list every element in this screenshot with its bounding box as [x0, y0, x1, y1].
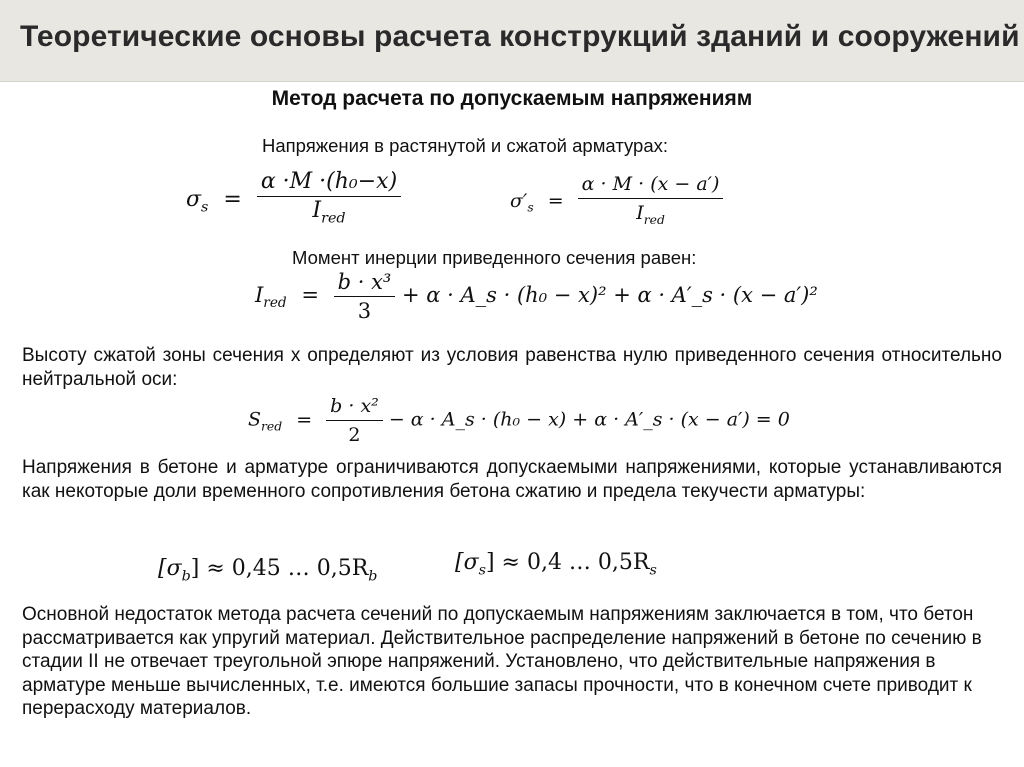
formula-sigma-s — [186, 168, 401, 232]
sigma-s-prime-numerator: α · M · (x − a′) — [578, 170, 724, 199]
sigma-s-allow-sub: s — [478, 562, 486, 579]
sigma-s-lhs: σ — [186, 187, 202, 213]
sigma-s-allow-symbol: [σ — [455, 550, 479, 575]
sigma-s-prime-den-symbol: I — [636, 202, 644, 224]
sigma-s-prime-lhs-sub: s — [527, 200, 534, 215]
s-red-numerator: b · x² — [326, 392, 383, 421]
sigma-s-fraction — [257, 168, 401, 232]
sigma-s-prime-mark: ′ — [522, 189, 528, 212]
reinforcement-stress-caption: Напряжения в растянутой и сжатой арматурах: — [262, 135, 669, 156]
sigma-b-allow-rb-sub: b — [368, 568, 378, 585]
i-red-denominator: 3 — [357, 299, 372, 323]
sigma-s-eq: = — [223, 187, 242, 213]
stress-limits-paragraph: Напряжения в бетоне и арматуре ограничиваются допускаемыми напряжениями, которые устанавливаются как некоторые доли временного сопротивления бетона сжатию и предела текучести арматуры: — [22, 457, 1002, 502]
slide-title: Теоретические основы расчета конструкций зданий и сооружений — [20, 20, 1020, 53]
compressed-zone-paragraph: Высоту сжатой зоны сечения x определяют из условия равенства нулю приведенного сечения относительно нейтральной оси: — [22, 345, 1002, 390]
i-red-lhs-sub: red — [263, 295, 287, 312]
sigma-s-prime-lhs: σ — [510, 189, 523, 212]
sigma-s-prime-denominator — [578, 199, 724, 234]
s-red-lhs-sub: red — [261, 419, 283, 434]
s-red-terms: − α · A_s · (h₀ − x) + α · A′_s · (x − a′) = 0 — [388, 408, 790, 431]
sigma-s-den-sub: red — [321, 210, 346, 227]
sigma-b-allow-symbol: [σ — [158, 556, 182, 581]
i-red-terms: + α · A_s · (h₀ − x)² + α · A′_s · (x − a′)² — [402, 283, 818, 307]
formula-sigma-s-prime — [510, 170, 723, 234]
sigma-s-prime-den-sub: red — [643, 212, 665, 227]
slide-header — [0, 0, 1024, 82]
s-red-lhs: S — [248, 408, 262, 431]
section-subtitle: Метод расчета по допускаемым напряжениям — [271, 87, 753, 110]
sigma-s-allow-rs-sub: s — [649, 562, 657, 579]
formula-i-red — [255, 268, 818, 325]
s-red-eq: = — [296, 408, 313, 431]
sigma-s-prime-eq: = — [547, 189, 564, 212]
s-red-fraction — [326, 392, 383, 449]
sigma-b-allow-value: ] ≈ 0,45 … 0,5R — [190, 556, 369, 581]
sigma-s-den-symbol: I — [312, 198, 322, 223]
i-red-lhs: I — [255, 283, 264, 307]
sigma-s-denominator — [257, 197, 401, 232]
s-red-denominator: 2 — [348, 424, 361, 446]
i-red-fraction — [334, 268, 396, 325]
sigma-b-allow-sub: b — [181, 568, 191, 585]
i-red-numerator: b · x³ — [334, 268, 396, 297]
sigma-s-allow-value: ] ≈ 0,4 … 0,5R — [485, 550, 650, 575]
i-red-eq: = — [301, 283, 319, 307]
sigma-s-prime-fraction — [578, 170, 724, 234]
conclusion-paragraph: Основной недостаток метода расчета сечений по допускаемым напряжениям заключается в том, что бетон рассматривается как упругий материал. Действительное распределение напряжений в бетоне по сечению в стадии II не отвечает треугольной эпюре напряжений. Установлено, что действительные напряжения в арматуре меньше вычисленных, т.е. имеются большие запасы прочности, что в конечном счете приводит к перерасходу материалов. — [22, 604, 982, 719]
sigma-s-lhs-sub: s — [201, 199, 209, 216]
formula-s-red — [248, 392, 790, 449]
formula-sigma-b-allowable — [158, 556, 377, 584]
formula-sigma-s-allowable — [455, 550, 657, 578]
sigma-s-numerator: α ·M ·(h₀−x) — [257, 168, 401, 197]
moment-inertia-caption: Момент инерции приведенного сечения равен: — [292, 247, 697, 268]
